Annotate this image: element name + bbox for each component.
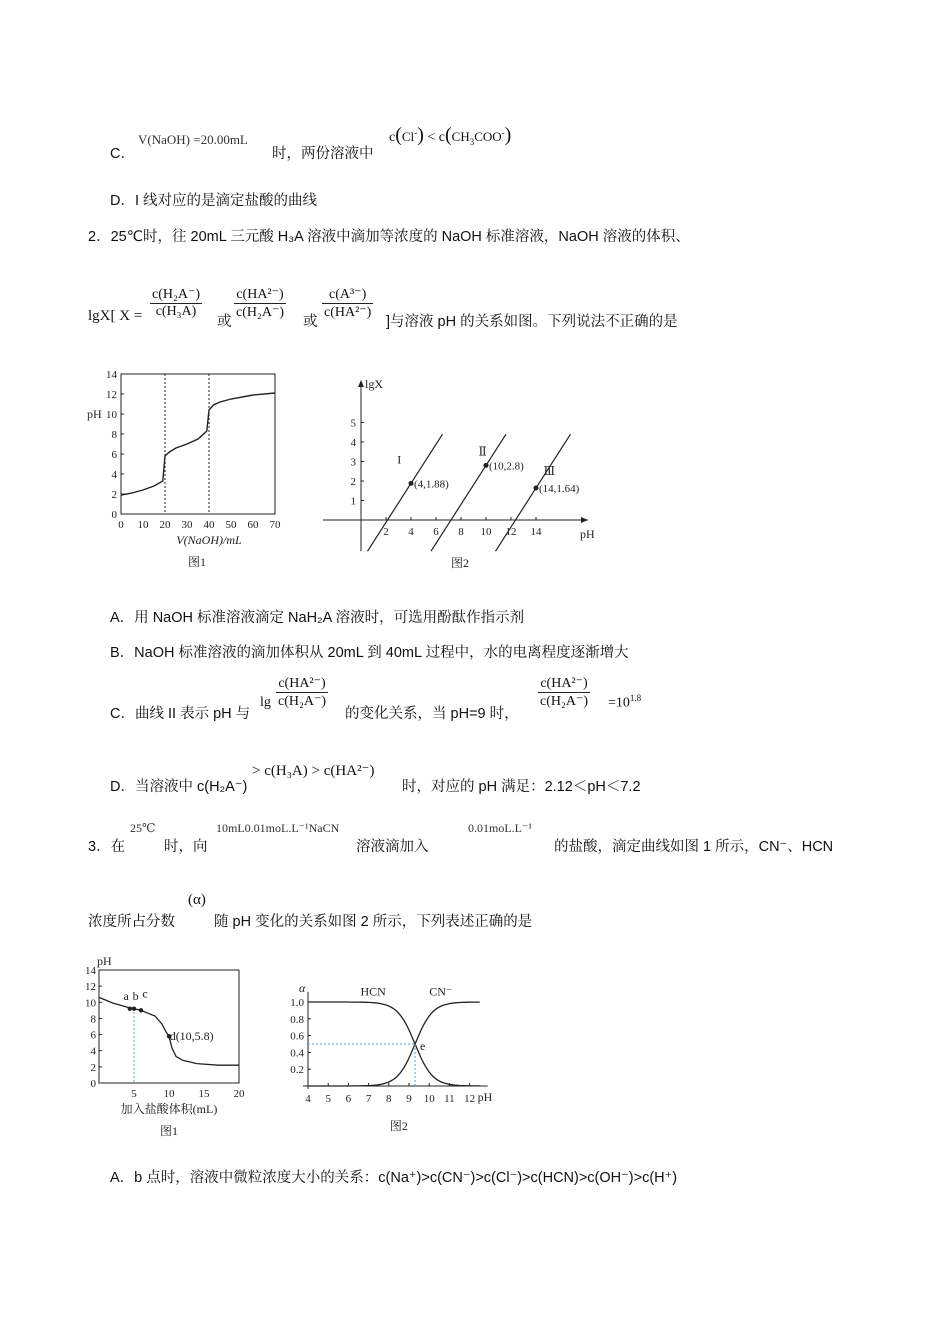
y-axis-label: pH: [97, 954, 112, 968]
q1-option-c-label: C．: [110, 146, 135, 162]
x-tick-label: 50: [225, 519, 237, 531]
y-tick-label: 10: [85, 997, 96, 1010]
point-label: a: [123, 988, 129, 1003]
y-tick-label: 10: [106, 409, 117, 421]
y-axis-label: lgX: [365, 377, 383, 391]
y-tick-label: 8: [90, 1013, 96, 1026]
q2-option-a: A．用 NaOH 标准溶液滴定 NaH₂A 溶液时，可选用酚酞作指示剂: [110, 610, 525, 626]
data-point: [132, 1007, 136, 1011]
y-tick-label: 1.0: [290, 997, 304, 1009]
x-tick-label: 40: [203, 519, 215, 531]
x-tick-label: 9: [406, 1093, 412, 1105]
q2-option-c-equals: $=10^{1.8}$: [608, 693, 642, 711]
x-tick-label: 11: [444, 1093, 455, 1105]
or-2: 或: [303, 314, 318, 330]
q3-temperature: 25℃: [130, 821, 156, 835]
y-tick-label: 6: [90, 1029, 96, 1042]
q3-stem-line2: [88, 890, 688, 930]
x-tick-label: 0: [118, 519, 124, 531]
line-label: Ⅱ: [478, 444, 487, 459]
y-tick-label: 2: [90, 1061, 96, 1074]
x-tick-label: 10: [137, 519, 149, 531]
line-label: I: [397, 452, 402, 467]
lgx-line: [368, 434, 443, 551]
y-tick-label: 8: [111, 429, 117, 441]
x-axis-arrow: [581, 517, 588, 523]
q3-text-3: 的盐酸，滴定曲线如图 1 所示，CN⁻、HCN: [554, 839, 834, 855]
y-tick-label: 14: [85, 965, 96, 977]
x-tick-label: 20: [233, 1088, 245, 1100]
x-tick-label: 10: [423, 1093, 435, 1105]
q2-stem-line1: 2．25℃时，往 20mL 三元酸 H₃A 溶液中滴加等浓度的 NaOH 标准溶液，NaOH 溶液的体积、: [88, 229, 690, 245]
data-point: [409, 481, 414, 486]
q3-stem-line1: [88, 818, 888, 858]
x-tick-label: 8: [386, 1093, 392, 1105]
q2-option-d-relation: > c(H₃A) > c(HA²⁻): [252, 763, 375, 779]
y-tick-label: 0: [111, 509, 117, 521]
q2-option-c: [110, 673, 670, 733]
data-point: [484, 463, 489, 468]
lgx-line: [431, 434, 506, 551]
point-label: (14,1.64): [539, 483, 580, 496]
x-axis-label: V(NaOH)/mL: [176, 533, 242, 547]
q3-option-a: A．b 点时，溶液中微粒浓度大小的关系：c(Na⁺)>c(CN⁻)>c(Cl⁻)>c(HCN)>c(OH⁻)>c(H⁺): [110, 1170, 678, 1186]
fraction-a3-ha2: $\frac{\text{c(A³⁻)}}{\text{c(HA²⁻)}}$: [324, 287, 372, 320]
y-tick-label: 5: [350, 417, 356, 430]
point-label: b: [132, 988, 139, 1003]
q3-alpha: (α): [188, 892, 206, 908]
series-label-hcn: HCN: [360, 984, 386, 999]
point-label: (4,1.88): [414, 478, 449, 491]
figure-caption: 图1: [187, 555, 207, 569]
lgx-prefix: lgX[ X =: [88, 308, 143, 324]
y-tick-label: 6: [111, 449, 117, 461]
q3-amount: 10mL0.01moL.L⁻¹NaCN: [216, 821, 340, 835]
x-tick-label: 12: [505, 526, 517, 538]
x-axis-label: 加入盐酸体积(mL): [120, 1102, 218, 1116]
x-tick-label: 70: [269, 519, 281, 531]
q3-concentration: 0.01moL.L⁻¹: [468, 821, 532, 835]
x-tick-label: 4: [408, 526, 414, 538]
x-tick-label: 5: [131, 1088, 137, 1100]
y-tick-label: 0.6: [290, 1030, 304, 1043]
y-axis-label: pH: [87, 407, 102, 421]
q3-line2-b: 随 pH 变化的关系如图 2 所示，下列表述正确的是: [214, 914, 533, 930]
x-tick-label: 6: [345, 1093, 352, 1105]
x-tick-label: 10: [480, 526, 492, 538]
y-tick-label: 2: [111, 489, 117, 501]
point-label: d(10,5.8): [169, 1029, 214, 1044]
x-tick-label: 30: [181, 519, 193, 531]
x-tick-label: 5: [325, 1093, 331, 1105]
x-tick-label: 8: [458, 526, 464, 538]
q2-option-c-fraction: $\frac{\text{c(HA²⁻)}}{\text{c(H₂A⁻)}}$: [278, 676, 327, 709]
q1-option-d: D．I 线对应的是滴定盐酸的曲线: [110, 193, 318, 209]
figure-caption: 图2: [450, 556, 470, 570]
q2-stem-tail: ]与溶液 pH 的关系如图。下列说法不正确的是: [386, 314, 678, 330]
x-tick-label: 6: [433, 526, 439, 538]
y-tick-label: 2: [350, 476, 356, 488]
y-tick-label: 0.4: [290, 1047, 304, 1060]
y-axis-label: α: [299, 980, 306, 995]
y-tick-label: 14: [106, 369, 117, 381]
q2-option-d-text-b: 时，对应的 pH 满足：2.12＜pH＜7.2: [402, 779, 641, 795]
q3-text-1: 时，向: [164, 839, 208, 855]
q2-option-d: [110, 758, 710, 795]
plot-frame: [99, 970, 239, 1083]
y-tick-label: 0.8: [290, 1013, 304, 1026]
fraction-ha2-h2a: $\frac{\text{c(HA²⁻)}}{\text{c(H₂A⁻)}}$: [236, 287, 285, 320]
q1-option-c-text: 时，两份溶液中: [272, 146, 374, 162]
y-tick-label: 4: [350, 437, 356, 449]
q1-option-c-relation: $c(Cl^-) < c(CH_3COO^-)$: [389, 124, 512, 147]
x-tick-label: 12: [464, 1093, 476, 1105]
q2-option-c-text-b: 的变化关系，当 pH=9 时，: [345, 706, 519, 722]
q3-number: 3．在: [88, 839, 126, 855]
x-tick-label: 15: [198, 1088, 210, 1100]
q2-option-d-text-a: D．当溶液中 c(H₂A⁻): [110, 779, 248, 795]
q2-figure1-titration-curve: [85, 360, 295, 575]
q3-figure1-titration-curve: [80, 950, 255, 1140]
y-tick-label: 12: [106, 389, 117, 401]
x-tick-label: 4: [305, 1093, 311, 1105]
x-tick-label: 7: [365, 1093, 372, 1105]
x-tick-label: 14: [530, 526, 542, 538]
q2-option-c-text-a: C．曲线 II 表示 pH 与: [110, 706, 251, 722]
titration-curve: [121, 393, 275, 495]
y-tick-label: 3: [350, 456, 356, 469]
x-tick-label: 10: [163, 1088, 175, 1100]
y-tick-label: 12: [85, 981, 96, 994]
x-axis-label: pH: [580, 527, 595, 541]
point-label: (10,2.8): [489, 460, 524, 473]
data-point: [534, 486, 539, 491]
q2-option-b: B．NaOH 标准溶液的滴加体积从 20mL 到 40mL 过程中，水的电离程度逐渐增大: [110, 645, 629, 661]
point-label: c: [142, 986, 148, 1001]
y-axis-arrow: [358, 380, 364, 387]
q2-option-c-lg: lg: [260, 695, 271, 710]
x-tick-label: 2: [383, 526, 389, 538]
data-point: [128, 1007, 132, 1011]
q1-option-c-condition: V(NaOH) =20.00mL: [138, 132, 248, 147]
figure-caption: 图2: [389, 1119, 408, 1133]
q3-line2-a: 浓度所占分数: [88, 914, 175, 930]
q2-option-c-fraction-2: $\frac{\text{c(HA²⁻)}}{\text{c(H₂A⁻)}}$: [540, 676, 589, 709]
q3-text-2: 溶液滴加入: [356, 839, 429, 855]
or-1: 或: [217, 314, 232, 330]
series-label-cn: CN⁻: [429, 984, 453, 999]
data-point: [139, 1008, 143, 1012]
point-label: e: [420, 1039, 426, 1053]
y-tick-label: 4: [111, 469, 117, 481]
y-tick-label: 0: [90, 1078, 96, 1090]
y-tick-label: 1: [350, 495, 356, 508]
x-tick-label: 60: [247, 519, 259, 531]
x-tick-label: 20: [159, 519, 171, 531]
fraction-h2a-h3a: $\frac{\text{c(H₂A⁻)}}{\text{c(H₃A)}}$: [152, 287, 201, 319]
y-tick-label: 4: [90, 1045, 96, 1058]
q2-figure2-lgx-plot: [318, 370, 608, 575]
line-label: Ⅲ: [543, 464, 556, 479]
x-axis-label: pH: [477, 1090, 493, 1104]
figure-caption: 图1: [159, 1124, 179, 1138]
q3-figure2-distribution: [278, 980, 508, 1138]
y-tick-label: 0.2: [290, 1064, 304, 1077]
